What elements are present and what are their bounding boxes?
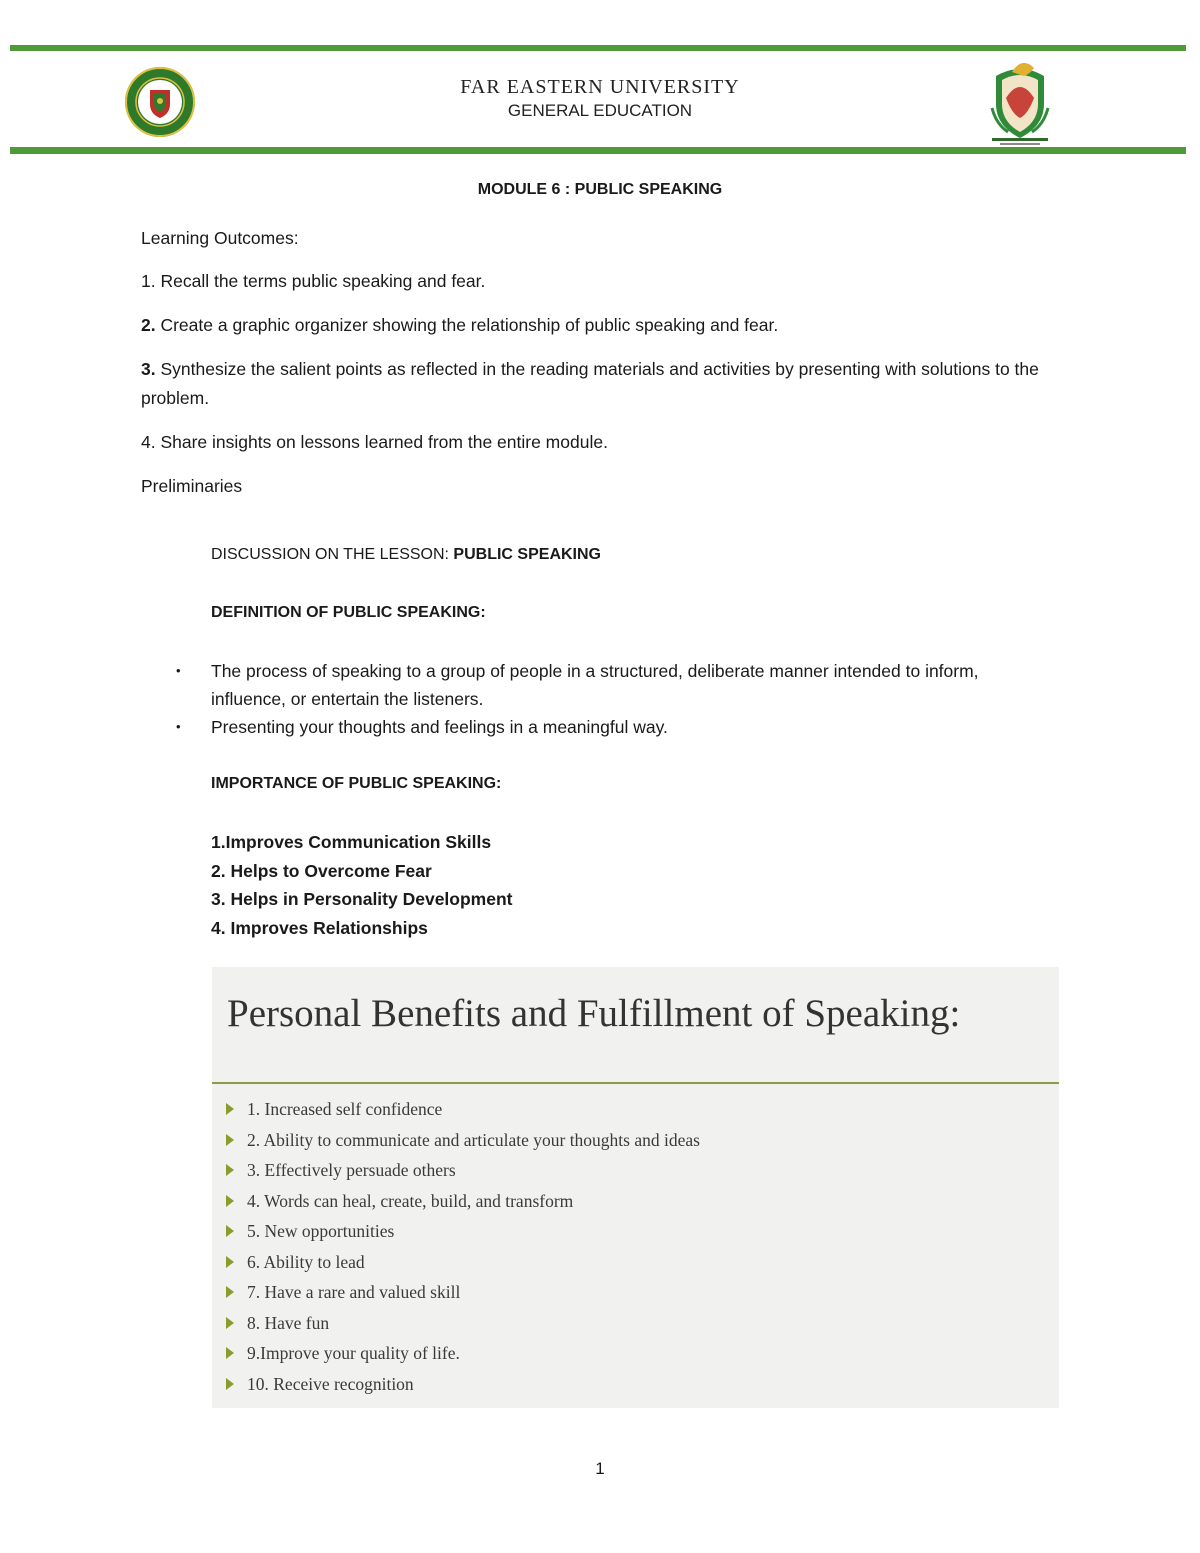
bullet-icon: • <box>176 663 181 678</box>
list-item <box>226 1186 700 1217</box>
benefit-text: 2. Ability to communicate and articulate your thoughts and ideas <box>247 1129 700 1150</box>
header-bottom-rule <box>10 147 1186 154</box>
benefit-text: 9.Improve your quality of life. <box>247 1343 460 1363</box>
definition-text: The process of speaking to a group of people in a structured, deliberate manner intended to inform, influence, or entertain the listeners. <box>211 661 979 709</box>
importance-heading: IMPORTANCE OF PUBLIC SPEAKING: <box>211 775 502 792</box>
outcome-item <box>141 355 1041 413</box>
triangle-bullet-icon <box>226 1134 234 1146</box>
bullet-icon: • <box>176 719 181 734</box>
triangle-bullet-icon <box>226 1256 234 1268</box>
benefits-slide <box>212 967 1059 1408</box>
importance-list <box>211 828 512 942</box>
list-item: 4. Improves Relationships <box>211 917 428 938</box>
triangle-bullet-icon <box>226 1317 234 1329</box>
list-item <box>226 1125 700 1156</box>
outcome-item <box>141 311 1041 340</box>
module-title: MODULE 6 : PUBLIC SPEAKING <box>477 181 723 198</box>
definition-list <box>170 657 1050 741</box>
triangle-bullet-icon <box>226 1225 234 1237</box>
department-name: GENERAL EDUCATION <box>507 101 693 120</box>
benefits-title: Personal Benefits and Fulfillment of Speaking: <box>227 992 961 1035</box>
list-item <box>226 1338 700 1369</box>
triangle-bullet-icon <box>226 1103 234 1115</box>
outcome-text: Share insights on lessons learned from the entire module. <box>155 432 608 452</box>
benefit-text: 3. Effectively persuade others <box>247 1160 456 1180</box>
list-item <box>226 1155 700 1186</box>
outcome-text: Synthesize the salient points as reflected in the reading materials and activities by presenting with solutions to the problem. <box>141 359 1039 408</box>
benefit-text: 5. New opportunities <box>247 1221 395 1241</box>
benefits-divider <box>212 1082 1059 1084</box>
discussion-prefix: DISCUSSION ON THE LESSON: <box>211 546 454 563</box>
benefits-list <box>226 1094 700 1399</box>
preliminaries-label: Preliminaries <box>141 476 243 496</box>
list-item <box>226 1369 700 1400</box>
outcome-text: Recall the terms public speaking and fear. <box>155 271 486 291</box>
discussion-heading <box>211 546 601 564</box>
list-item <box>226 1247 700 1278</box>
learning-outcomes-heading: Learning Outcomes: <box>141 228 299 248</box>
list-item <box>226 1216 700 1247</box>
list-item <box>170 657 1050 713</box>
list-item <box>226 1094 700 1125</box>
benefit-text: 6. Ability to lead <box>247 1251 365 1272</box>
benefit-text: 4. Words can heal, create, build, and transform <box>247 1190 574 1211</box>
header-top-rule <box>10 45 1186 51</box>
benefit-text: 10. Receive recognition <box>247 1373 414 1394</box>
benefit-text: 8. Have fun <box>247 1312 330 1333</box>
list-item: 3. Helps in Personality Development <box>211 889 513 909</box>
triangle-bullet-icon <box>226 1347 234 1359</box>
triangle-bullet-icon <box>226 1378 234 1390</box>
triangle-bullet-icon <box>226 1286 234 1298</box>
definition-heading: DEFINITION OF PUBLIC SPEAKING: <box>211 604 486 621</box>
page-number: 1 <box>595 1459 605 1478</box>
benefit-text: 1. Increased self confidence <box>247 1099 443 1119</box>
definition-text: Presenting your thoughts and feelings in a meaningful way. <box>211 717 668 737</box>
list-item: 1.Improves Communication Skills <box>211 832 492 852</box>
triangle-bullet-icon <box>226 1195 234 1207</box>
outcome-number: 1. <box>141 271 156 291</box>
benefit-text: 7. Have a rare and valued skill <box>247 1282 461 1302</box>
outcome-text: Create a graphic organizer showing the relationship of public speaking and fear. <box>155 315 779 335</box>
department-crest-icon <box>982 58 1058 146</box>
discussion-topic: PUBLIC SPEAKING <box>453 546 601 563</box>
university-name: FAR EASTERN UNIVERSITY <box>460 76 740 98</box>
triangle-bullet-icon <box>226 1164 234 1176</box>
outcome-number: 3. <box>141 359 156 379</box>
outcome-number: 2. <box>141 315 156 335</box>
outcome-item <box>141 428 1041 457</box>
list-item: 2. Helps to Overcome Fear <box>211 860 432 881</box>
outcome-item <box>141 267 1041 296</box>
list-item <box>226 1308 700 1339</box>
outcome-number: 4. <box>141 432 156 452</box>
list-item <box>226 1277 700 1308</box>
list-item <box>170 713 1050 741</box>
